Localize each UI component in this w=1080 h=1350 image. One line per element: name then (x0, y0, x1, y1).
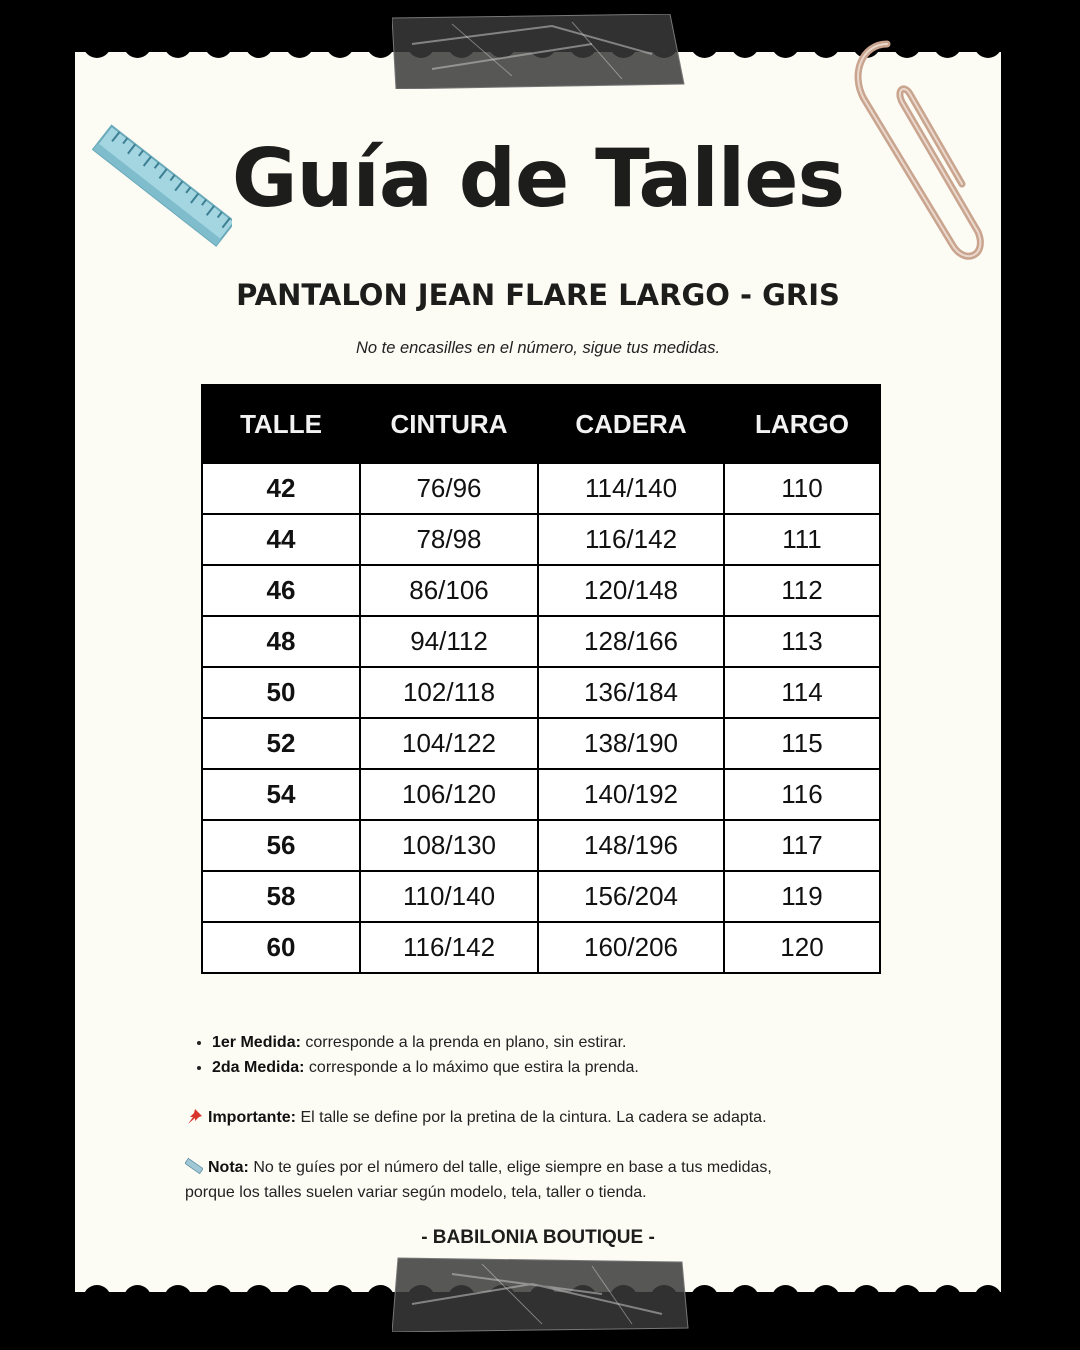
table-header-row (202, 385, 880, 463)
cell-largo: 111 (724, 514, 880, 565)
size-table (201, 384, 881, 974)
cell-talle: 44 (202, 514, 360, 565)
important-note (185, 1105, 885, 1130)
header-cadera: CADERA (538, 385, 724, 463)
note-text: No te guíes por el número del talle, elige siempre en base a tus medidas, (248, 1159, 772, 1176)
cell-talle: 54 (202, 769, 360, 820)
cell-talle: 48 (202, 616, 360, 667)
table-row (202, 667, 880, 718)
tape-top (392, 14, 692, 89)
cell-cintura: 104/122 (360, 718, 538, 769)
cell-cadera: 140/192 (538, 769, 724, 820)
note-label: 1er Medida: (212, 1034, 301, 1051)
cell-largo: 112 (724, 565, 880, 616)
table-row (202, 514, 880, 565)
cell-largo: 115 (724, 718, 880, 769)
header-talle: TALLE (202, 385, 360, 463)
tagline: No te encasilles en el número, sigue tus medidas. (355, 339, 721, 357)
cell-largo: 113 (724, 616, 880, 667)
cell-cintura: 110/140 (360, 871, 538, 922)
list-item (212, 1030, 885, 1055)
page-title: Guía de Talles (231, 132, 845, 225)
measure-list (185, 1030, 885, 1080)
cell-largo: 119 (724, 871, 880, 922)
pushpin-icon (185, 1108, 203, 1124)
cell-cintura: 108/130 (360, 820, 538, 871)
cell-largo: 120 (724, 922, 880, 973)
cell-talle: 60 (202, 922, 360, 973)
brand-footer: - BABILONIA BOUTIQUE - (421, 1227, 655, 1248)
cell-cintura: 76/96 (360, 463, 538, 514)
table-row (202, 871, 880, 922)
cell-cintura: 102/118 (360, 667, 538, 718)
list-item (212, 1055, 885, 1080)
table-row (202, 922, 880, 973)
cell-cadera: 148/196 (538, 820, 724, 871)
product-name: PANTALON JEAN FLARE LARGO - GRIS (236, 278, 840, 312)
cell-talle: 58 (202, 871, 360, 922)
cell-cintura: 106/120 (360, 769, 538, 820)
note-label: 2da Medida: (212, 1059, 305, 1076)
cell-cadera: 114/140 (538, 463, 724, 514)
cell-talle: 46 (202, 565, 360, 616)
cell-talle: 52 (202, 718, 360, 769)
table-row (202, 820, 880, 871)
cell-cadera: 128/166 (538, 616, 724, 667)
table-row (202, 463, 880, 514)
cell-cintura: 116/142 (360, 922, 538, 973)
cell-talle: 56 (202, 820, 360, 871)
cell-largo: 110 (724, 463, 880, 514)
cell-cadera: 116/142 (538, 514, 724, 565)
table-row (202, 718, 880, 769)
note-text: porque los talles suelen variar según modelo, tela, taller o tienda. (185, 1184, 647, 1201)
cell-cintura: 86/106 (360, 565, 538, 616)
table-row (202, 565, 880, 616)
note-label: Nota: (208, 1159, 249, 1176)
note-text: corresponde a lo máximo que estira la prenda. (304, 1059, 639, 1076)
cell-cadera: 160/206 (538, 922, 724, 973)
header-largo: LARGO (724, 385, 880, 463)
header-cintura: CINTURA (360, 385, 538, 463)
table-row (202, 616, 880, 667)
note-text: El talle se define por la pretina de la cintura. La cadera se adapta. (296, 1109, 767, 1126)
table-row (202, 769, 880, 820)
cell-largo: 117 (724, 820, 880, 871)
cell-cintura: 78/98 (360, 514, 538, 565)
cell-talle: 42 (202, 463, 360, 514)
nota-note (185, 1155, 885, 1205)
cell-cintura: 94/112 (360, 616, 538, 667)
note-text: corresponde a la prenda en plano, sin estirar. (300, 1034, 627, 1051)
cell-largo: 114 (724, 667, 880, 718)
cell-talle: 50 (202, 667, 360, 718)
cell-cadera: 138/190 (538, 718, 724, 769)
cell-cadera: 156/204 (538, 871, 724, 922)
notes-section (185, 1030, 885, 1205)
ruler-icon (185, 1158, 203, 1174)
note-label: Importante: (208, 1109, 296, 1126)
cell-cadera: 136/184 (538, 667, 724, 718)
cell-largo: 116 (724, 769, 880, 820)
tape-bottom (392, 1254, 692, 1332)
cell-cadera: 120/148 (538, 565, 724, 616)
